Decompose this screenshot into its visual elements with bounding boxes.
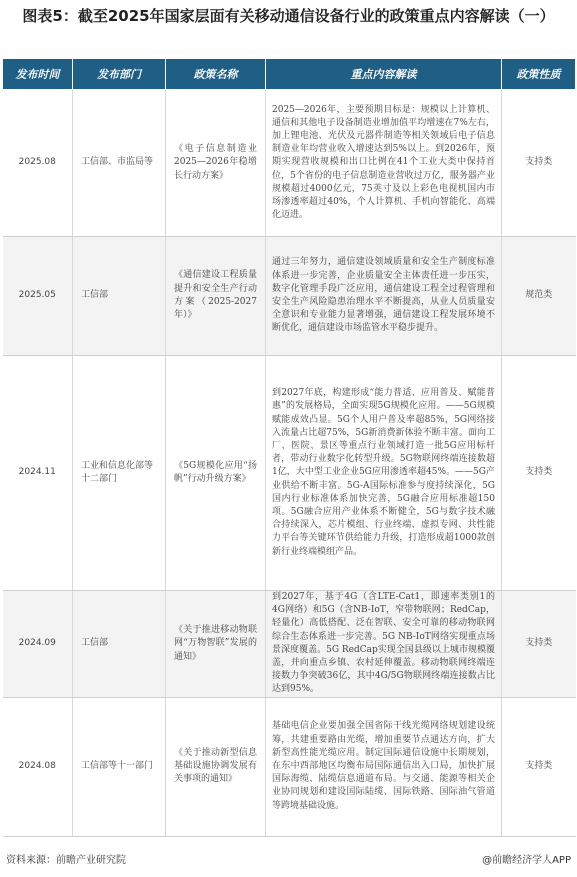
table-row [3, 237, 576, 356]
header-date: 发布时间 [3, 59, 73, 90]
cell-content: 到2027年，基于4G（含LTE-Cat1，即速率类别1的4G网络）和5G（含NB-IoT，窄带物联网；RedCap，轻量化）高低搭配、泛在智联、安全可靠的移动物联网综合生态体系进一步完善。5G NB-IoT网络实现重点场景深度覆盖。5G RedCap实现全国县级以上城市规模覆盖，并向重点乡镇、农村延伸覆盖。移动物联网终端连接数力争突破36亿，其中4G/5G物联网终端连接数占比达到95%。 [266, 591, 502, 698]
header-content: 重点内容解读 [266, 59, 502, 90]
cell-nature: 规范类 [502, 237, 576, 356]
cell-nature: 支持类 [502, 591, 576, 698]
table-header-row [3, 59, 576, 90]
cell-dept: 工信部 [73, 591, 166, 698]
cell-nature: 支持类 [502, 697, 576, 836]
cell-date: 2024.11 [3, 356, 73, 591]
cell-dept: 工信部 [73, 237, 166, 356]
table-row [3, 90, 576, 237]
cell-content: 通过三年努力，通信建设领域质量和安全生产制度标准体系进一步完善，企业质量安全主体责任进一步压实，数字化管理手段广泛应用，通信建设工程全过程管理和安全生产风险隐患治理水平不断提高，从业人员质量安全意识和专业能力显著增强，通信建设工程发展环境不断优化，通信建设市场监管水平稳步提升。 [266, 237, 502, 356]
cell-nature: 支持类 [502, 90, 576, 237]
policy-table [2, 58, 576, 837]
header-nature: 政策性质 [502, 59, 576, 90]
cell-date: 2025.08 [3, 90, 73, 237]
cell-nature: 支持类 [502, 356, 576, 591]
brand-credit: @前瞻经济学人APP [482, 855, 571, 866]
cell-policy-name: 《5G规模化应用“扬帆”行动升级方案》 [166, 356, 266, 591]
cell-dept: 工信部等十一部门 [73, 697, 166, 836]
table-row [3, 356, 576, 591]
cell-date: 2024.08 [3, 697, 73, 836]
cell-date: 2024.09 [3, 591, 73, 698]
cell-dept: 工信部、市监局等 [73, 90, 166, 237]
cell-dept: 工业和信息化部等十二部门 [73, 356, 166, 591]
header-dept: 发布部门 [73, 59, 166, 90]
source-note: 资料来源：前瞻产业研究院 [6, 855, 126, 866]
cell-policy-name: 《关于推动新型信息基础设施协调发展有关事项的通知》 [166, 697, 266, 836]
cell-content: 基础电信企业要加强全国省际干线光缆网络规划建设统筹，共建重要路由光缆，增加重要节点通达方向，扩大新型高性能光缆应用。制定国际通信设施中长期规划，在东中西部地区均衡布局国际通信出入口局，加快扩展国际海缆、陆缆信息通道布局。与交通、能源等相关企业协同规划和建设国际陆缆、国际铁路、国际油气管道等跨境基础设施。 [266, 697, 502, 836]
cell-policy-name: 《电子信息制造业2025—2026年稳增长行动方案》 [166, 90, 266, 237]
cell-policy-name: 《关于推进移动物联网“万物智联”发展的通知》 [166, 591, 266, 698]
cell-policy-name: 《通信建设工程质量提升和安全生产行动方案（2025-2027年）》 [166, 237, 266, 356]
cell-date: 2025.05 [3, 237, 73, 356]
header-name: 政策名称 [166, 59, 266, 90]
table-row [3, 591, 576, 698]
cell-content: 到2027年底，构建形成“能力普适、应用普及、赋能普惠”的发展格局，全面实现5G规模化应用。——5G规模赋能成效凸显。5G个人用户普及率超85%，5G网络接入流量占比超75%，5G新消费新体验不断丰富。面向工厂、医院、景区等重点行业领域打造一批5G应用标杆者，带动行业数字化转型升级。5G物联网终端连接数超1亿，大中型工业企业5G应用渗透率超45%。——5G产业供给不断丰富。5G-A国际标准参与度持续深化，5G国内行业标准体系加快完善，5G融合应用标准超150项。5G融合应用产业体系不断健全，5G与数字技术融合持续深入，芯片模组、行业终端、虚拟专网、共性能力平台等关键环节供给能力升级，打造形成超1000款创新行业终端模组产品。 [266, 356, 502, 591]
cell-content: 2025—2026年，主要预期目标是：规模以上计算机、通信和其他电子设备制造业增加值平均增速在7%左右，加上锂电池、光伏及元器件制造等相关领域后电子信息制造业年均营业收入增速达到5%以上。到2026年，预期实现营收规模和出口比例在41个工业大类中保持首位，5个省份的电子信息制造业营收过万亿，服务器产业规模超过4000亿元，75英寸及以上彩色电视机国内市场渗透率超过40%，个人计算机、手机向智能化、高端化迈进。 [266, 90, 502, 237]
table-row [3, 697, 576, 836]
page-title: 图表5：截至2025年国家层面有关移动通信设备行业的政策重点内容解读（一） [22, 7, 555, 25]
